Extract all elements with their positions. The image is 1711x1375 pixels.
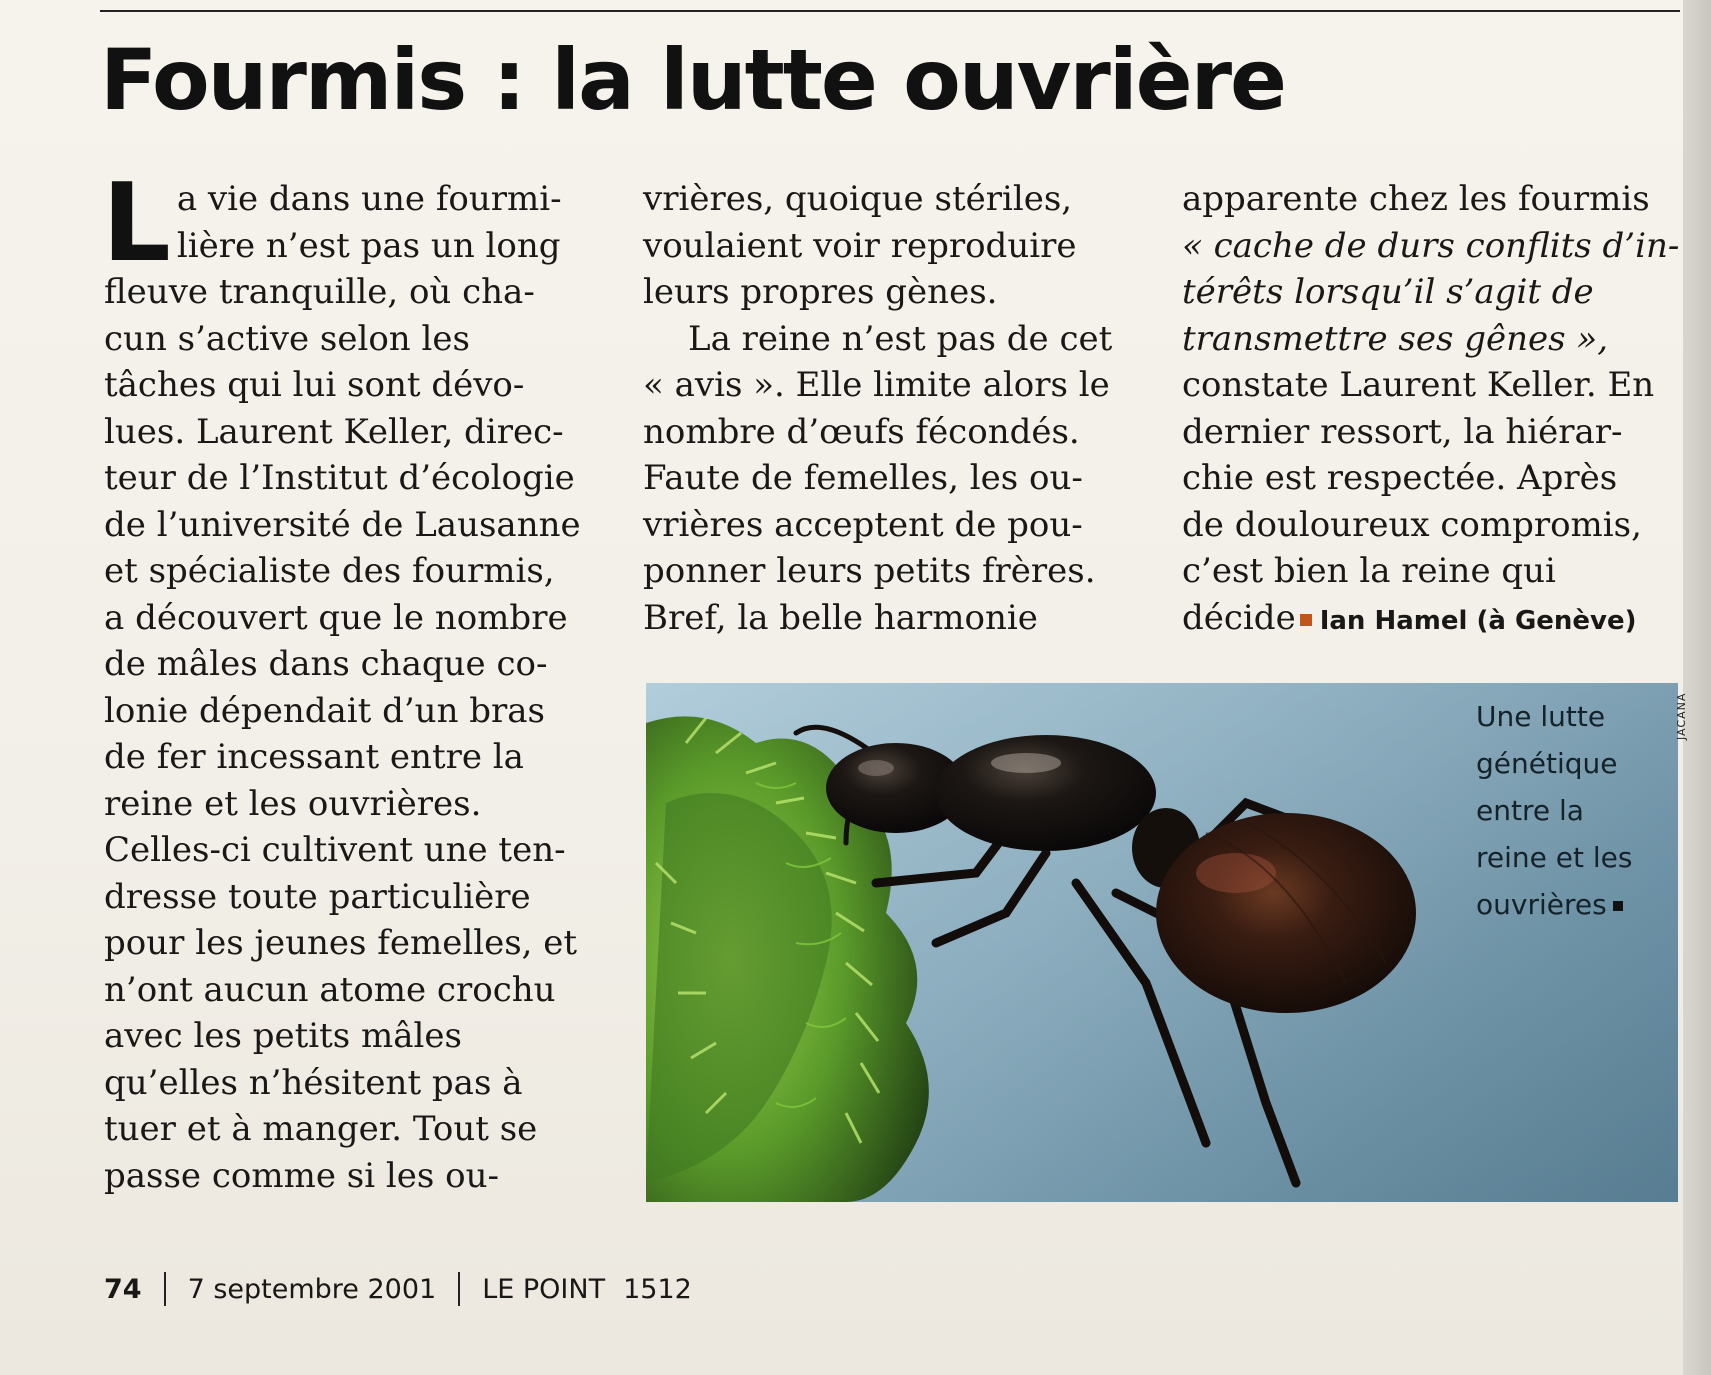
text-line: nombre d’œufs fécondés.	[643, 411, 1080, 452]
text-line: teur de l’Institut d’écologie	[104, 458, 575, 498]
text-line: lues. Laurent Keller, direc-	[104, 411, 564, 452]
text-line: qu’elles n’hésitent pas à	[104, 1062, 523, 1103]
issue-number: 1512	[623, 1273, 692, 1305]
text-line: fleuve tranquille, où cha-	[104, 272, 535, 312]
text-line: Bref, la belle harmonie	[643, 597, 1038, 638]
text-line: dresse toute particulière	[104, 876, 531, 917]
article-column-2	[643, 176, 1143, 641]
caption-line: reine et les	[1476, 841, 1633, 874]
divider	[164, 1272, 166, 1306]
text-line: leurs propres gènes.	[643, 272, 998, 312]
photo-caption	[1476, 693, 1666, 928]
text-line: a découvert que le nombre	[104, 597, 568, 638]
text-line: avec les petits mâles	[104, 1016, 462, 1056]
text-line: ponner leurs petits frères.	[643, 551, 1096, 591]
top-rule	[100, 10, 1680, 12]
end-mark-icon	[1613, 901, 1623, 911]
text-line: chie est respectée. Après	[1182, 458, 1618, 498]
page-footer	[104, 1272, 692, 1306]
text-line: a vie dans une fourmi-	[176, 179, 562, 219]
text-line: de mâles dans chaque co-	[104, 644, 548, 684]
article-column-1	[102, 161, 604, 1199]
end-mark-icon	[1300, 614, 1312, 626]
text-line: La reine n’est pas de cet	[688, 318, 1113, 359]
text-line: décide	[1182, 597, 1296, 638]
divider	[458, 1272, 460, 1306]
text-line: et spécialiste des fourmis,	[104, 551, 555, 591]
text-line: cun s’active selon les	[104, 318, 470, 359]
quote-line: « cache de durs conflits d’in-	[1182, 225, 1680, 266]
drop-cap: L	[102, 161, 171, 286]
page-number: 74	[104, 1273, 142, 1305]
text-line: dernier ressort, la hiérar-	[1182, 411, 1623, 452]
text-line: de fer incessant entre la	[104, 737, 524, 777]
quote-line: transmettre ses gênes »,	[1182, 318, 1608, 359]
headline: Fourmis : la lutte ouvrière	[100, 31, 1285, 129]
text-line: vrières, quoique stériles,	[643, 179, 1073, 219]
text-line: vrières acceptent de pou-	[643, 504, 1083, 545]
quote-line: térêts lorsqu’il s’agit de	[1182, 272, 1594, 312]
caption-line: génétique	[1476, 747, 1618, 780]
text-line: c’est bien la reine qui	[1182, 551, 1556, 591]
text-line: « avis ». Elle limite alors le	[643, 365, 1110, 405]
text-line: constate Laurent Keller. En	[1182, 365, 1655, 405]
publication-name: LE POINT	[482, 1273, 606, 1305]
final-line	[1182, 595, 1682, 645]
caption-last-line	[1476, 881, 1666, 928]
text-line: Celles-ci cultivent une ten-	[104, 830, 566, 870]
byline: Ian Hamel (à Genève)	[1319, 605, 1637, 636]
text-line: n’ont aucun atome crochu	[104, 969, 556, 1010]
text-line: reine et les ouvrières.	[104, 783, 482, 824]
caption-line: ouvrières	[1476, 888, 1607, 921]
text-line: passe comme si les ou-	[104, 1155, 500, 1196]
text-line: lonie dépendait d’un bras	[104, 690, 546, 731]
text-line: de l’université de Lausanne	[104, 504, 581, 545]
text-line: Faute de femelles, les ou-	[643, 458, 1083, 498]
text-line: pour les jeunes femelles, et	[104, 923, 578, 963]
caption-line: entre la	[1476, 794, 1584, 827]
text-line: apparente chez les fourmis	[1182, 179, 1650, 219]
caption-line: Une lutte	[1476, 700, 1606, 733]
text-line: tâches qui lui sont dévo-	[104, 365, 525, 405]
article-column-3	[1182, 176, 1682, 644]
text-line: tuer et à manger. Tout se	[104, 1109, 538, 1149]
text-line: voulaient voir reproduire	[643, 225, 1077, 266]
text-line: de douloureux compromis,	[1182, 504, 1642, 545]
text-line: lière n’est pas un long	[176, 225, 561, 266]
issue-date: 7 septembre 2001	[187, 1273, 437, 1305]
photo-credit: JACANA	[1675, 692, 1688, 740]
